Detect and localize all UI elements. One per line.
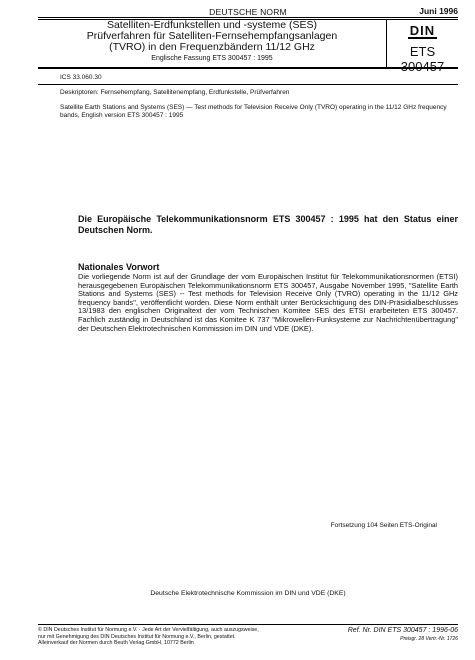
copyright-line-1: © DIN Deutsches Institut für Normung e.V. · Jede Art der Vervielfältigung, auch auszugsweise, — [38, 627, 259, 633]
norm-label: DEUTSCHE NORM — [209, 7, 287, 17]
divider — [38, 624, 458, 625]
issue-date: Juni 1996 — [419, 6, 458, 16]
price-group: Preisgr. 28 Vertr.-Nr. 1726 — [400, 636, 458, 642]
copyright-line-3: Alleinverkauf der Normen durch Beuth Verlag GmbH, 10772 Berlin — [38, 640, 194, 647]
continuation-note: Fortsetzung 104 Seiten ETS-Original — [330, 522, 437, 529]
descriptors: Deskriptoren: Fernsehempfang, Satellitenempfang, Erdfunkstelle, Prüfverfahren — [60, 89, 290, 96]
ets-number: ETS 300457 — [400, 44, 445, 74]
foreword-heading: Nationales Vorwort — [78, 262, 160, 272]
title-line-2: Prüfverfahren für Satelliten-Fernsehempfangsanlagen — [86, 30, 338, 42]
din-logo: DIN — [409, 23, 436, 38]
divider — [38, 84, 458, 85]
reference-number: Ref. Nr. DIN ETS 300457 : 1996-06 — [347, 627, 458, 634]
ics-code: ICS 33.060.30 — [60, 74, 102, 81]
dke-note: Deutsche Elektrotechnische Kommission im DIN und VDE (DKE) — [150, 590, 346, 597]
copyright-notice — [38, 627, 338, 647]
title-line-3: (TVRO) in den Frequenzbändern 11/12 GHz — [109, 41, 315, 53]
title-line-1: Satelliten-Erdfunkstellen und -systeme (SES) — [106, 19, 318, 31]
foreword-text: Die vorliegende Norm ist auf der Grundlage der vom Europäischen Institut für Telekommunikationsnormen (ETSI) herausgegebenen Europäischen Telekommunikationsnorm ETS 300457, Ausgabe November 1995, "Satellite Earth Stations and Systems (SES) -- Test methods for Television Receive Only (TVRO) operating in the 11/12 GHz frequency bands", veröffentlicht worden. Diese Norm enthält unter Berücksichtigung des DIN-Präsidialbeschlusses 13/1983 den englischen Originaltext der vom Technischen Komitee SES des ETSI erarbeiteten ETS 300457. Fachlich zuständig in Deutschland ist das Komitee K 737 "Mikrowellen-Funksysteme zur Nachrichtenübertragung" der Deutschen Elektrotechnischen Kommission im DIN und VDE (DKE). — [78, 272, 458, 333]
din-block — [387, 22, 458, 74]
divider — [38, 68, 458, 69]
title-subtitle: Englische Fassung ETS 300457 : 1995 — [151, 55, 273, 62]
document-title — [38, 20, 386, 63]
english-title: Satellite Earth Stations and Systems (SES) — Test methods for Television Receive Only (TVRO) operating in the 11/12 GHz frequency bands, English version ETS 300457 : 1995 — [60, 104, 447, 119]
status-statement: Die Europäische Telekommunikationsnorm ETS 300457 : 1995 hat den Status einer Deutschen Norm. — [78, 214, 458, 235]
title-block — [38, 19, 458, 74]
copyright-line-2: nur mit Genehmigung des DIN Deutsches Institut für Normung e.V., Berlin, gestattet. — [38, 633, 236, 640]
divider — [38, 17, 458, 18]
